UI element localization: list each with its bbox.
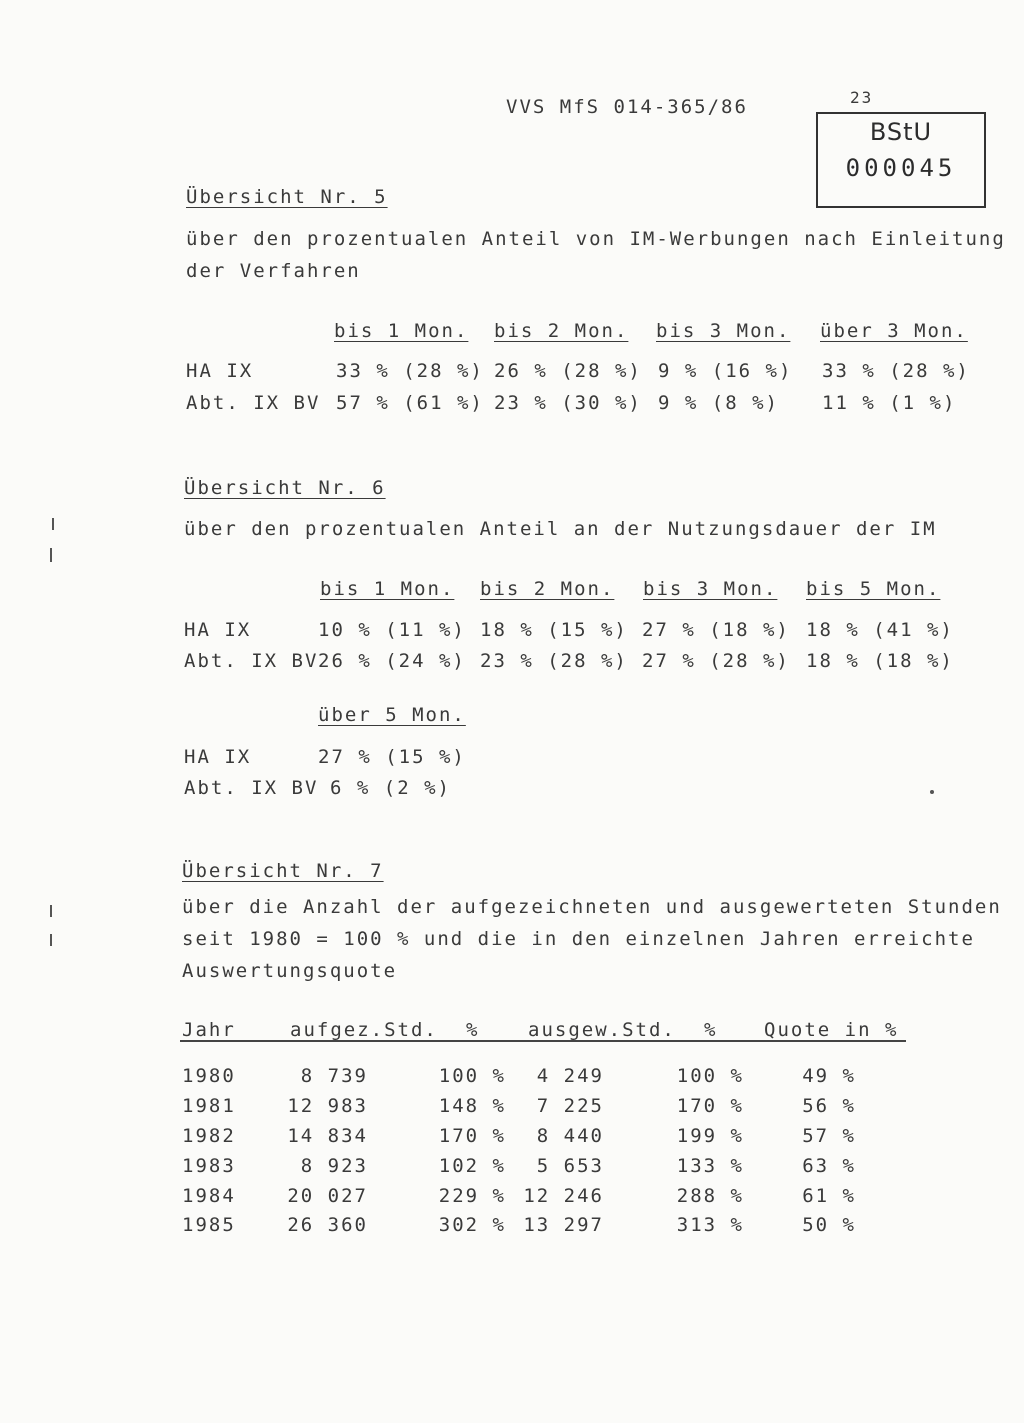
table-cell: 18 % (18 %) <box>806 650 954 672</box>
recorded-hours-cell: 26 360 <box>287 1214 368 1236</box>
row-label: Abt. IX BV <box>184 777 319 799</box>
section6-description-line1: über den prozentualen Anteil an der Nutzungsdauer der IM <box>184 518 937 540</box>
year-cell: 1983 <box>182 1155 236 1177</box>
table-cell: 11 % (1 %) <box>822 392 957 414</box>
year-cell: 1981 <box>182 1095 236 1117</box>
quota-cell: 49 % <box>802 1065 856 1087</box>
section5-col-header: bis 2 Mon. <box>494 320 629 342</box>
section6-col-header: bis 2 Mon. <box>480 578 615 600</box>
quota-cell: 57 % <box>802 1125 856 1147</box>
table-row <box>0 746 1024 774</box>
table-row <box>0 1065 1024 1093</box>
evaluated-hours-cell: 5 653 <box>536 1155 604 1177</box>
table-cell: 9 % (16 %) <box>658 360 793 382</box>
year-cell: 1982 <box>182 1125 236 1147</box>
evaluated-percent-cell: 313 % <box>676 1214 744 1236</box>
scan-mark <box>50 548 52 562</box>
row-label: Abt. IX BV <box>184 650 319 672</box>
table-row <box>0 1155 1024 1183</box>
table-cell: 33 % (28 %) <box>822 360 970 382</box>
recorded-percent-cell: 170 % <box>438 1125 506 1147</box>
evaluated-percent-cell: 199 % <box>676 1125 744 1147</box>
section6-col-header: bis 1 Mon. <box>320 578 455 600</box>
scan-mark <box>50 905 52 917</box>
section5-title: Übersicht Nr. 5 <box>186 186 388 208</box>
table-cell: 18 % (41 %) <box>806 619 954 641</box>
section7-description-line2: seit 1980 = 100 % und die in den einzelnen Jahren erreichte <box>182 928 975 950</box>
section7-description-line3: Auswertungsquote <box>182 960 398 982</box>
stamp-number: 000045 <box>845 154 957 182</box>
section5-description-line1: über den prozentualen Anteil von IM-Werbungen nach Einleitung <box>186 228 1006 250</box>
table-cell: 23 % (30 %) <box>494 392 642 414</box>
page-number: 23 <box>850 88 874 107</box>
section5-col-header: bis 1 Mon. <box>334 320 469 342</box>
table-cell: 6 % (2 %) <box>330 777 451 799</box>
table-cell: 26 % (24 %) <box>318 650 466 672</box>
evaluated-percent-cell: 170 % <box>676 1095 744 1117</box>
scan-mark <box>50 934 52 946</box>
evaluated-percent-cell: 288 % <box>676 1185 744 1207</box>
row-label: Abt. IX BV <box>186 392 321 414</box>
year-cell: 1984 <box>182 1185 236 1207</box>
recorded-hours-cell: 14 834 <box>287 1125 368 1147</box>
row-label: HA IX <box>184 746 252 768</box>
table-row <box>0 1095 1024 1123</box>
recorded-percent-cell: 102 % <box>438 1155 506 1177</box>
year-cell: 1980 <box>182 1065 236 1087</box>
table-row <box>0 392 1024 420</box>
stamp-label: BStU <box>869 118 933 146</box>
table-row <box>0 1185 1024 1213</box>
quota-cell: 61 % <box>802 1185 856 1207</box>
evaluated-percent-cell: 133 % <box>676 1155 744 1177</box>
evaluated-hours-cell: 7 225 <box>536 1095 604 1117</box>
row-label: HA IX <box>186 360 254 382</box>
table-cell: 27 % (28 %) <box>642 650 790 672</box>
table-cell: 33 % (28 %) <box>336 360 484 382</box>
scan-mark <box>52 518 54 530</box>
table-cell: 23 % (28 %) <box>480 650 628 672</box>
evaluated-hours-cell: 13 297 <box>523 1214 604 1236</box>
evaluated-hours-cell: 8 440 <box>536 1125 604 1147</box>
table-cell: 9 % (8 %) <box>658 392 779 414</box>
section6-col-header: bis 3 Mon. <box>643 578 778 600</box>
column-header: ausgew.Std. <box>528 1019 676 1041</box>
quota-cell: 63 % <box>802 1155 856 1177</box>
section6-title: Übersicht Nr. 6 <box>184 477 386 499</box>
table-cell: 10 % (11 %) <box>318 619 466 641</box>
column-header: aufgez.Std. <box>290 1019 438 1041</box>
section5-col-header: bis 3 Mon. <box>656 320 791 342</box>
table-cell: 26 % (28 %) <box>494 360 642 382</box>
evaluated-percent-cell: 100 % <box>676 1065 744 1087</box>
section5-col-header: über 3 Mon. <box>820 320 968 342</box>
recorded-hours-cell: 12 983 <box>287 1095 368 1117</box>
table-row <box>0 360 1024 388</box>
recorded-hours-cell: 20 027 <box>287 1185 368 1207</box>
recorded-percent-cell: 229 % <box>438 1185 506 1207</box>
evaluated-hours-cell: 4 249 <box>536 1065 604 1087</box>
recorded-hours-cell: 8 923 <box>300 1155 368 1177</box>
column-header: Jahr <box>182 1019 236 1041</box>
table-row <box>0 1214 1024 1242</box>
row-label: HA IX <box>184 619 252 641</box>
recorded-hours-cell: 8 739 <box>300 1065 368 1087</box>
column-header: Quote in % <box>764 1019 899 1041</box>
column-header: % <box>704 1019 718 1041</box>
year-cell: 1985 <box>182 1214 236 1236</box>
table-header-row <box>0 1019 1024 1047</box>
table-cell: 18 % (15 %) <box>480 619 628 641</box>
table-row <box>0 650 1024 678</box>
document-reference: VVS MfS 014-365/86 <box>506 96 748 118</box>
section6-extra-col-header: über 5 Mon. <box>318 704 466 726</box>
table-row <box>0 619 1024 647</box>
section7-description-line1: über die Anzahl der aufgezeichneten und ausgewerteten Stunden <box>182 896 1002 918</box>
section7-title: Übersicht Nr. 7 <box>182 860 384 882</box>
table-cell: 57 % (61 %) <box>336 392 484 414</box>
table-row <box>0 1125 1024 1153</box>
recorded-percent-cell: 148 % <box>438 1095 506 1117</box>
recorded-percent-cell: 302 % <box>438 1214 506 1236</box>
quota-cell: 50 % <box>802 1214 856 1236</box>
evaluated-hours-cell: 12 246 <box>523 1185 604 1207</box>
section5-description-line2: der Verfahren <box>186 260 361 282</box>
archive-stamp <box>816 112 986 208</box>
scan-dot <box>930 790 934 794</box>
table-row <box>0 777 1024 805</box>
table-cell: 27 % (18 %) <box>642 619 790 641</box>
section6-col-header: bis 5 Mon. <box>806 578 941 600</box>
recorded-percent-cell: 100 % <box>438 1065 506 1087</box>
column-header: % <box>466 1019 480 1041</box>
quota-cell: 56 % <box>802 1095 856 1117</box>
table-cell: 27 % (15 %) <box>318 746 466 768</box>
